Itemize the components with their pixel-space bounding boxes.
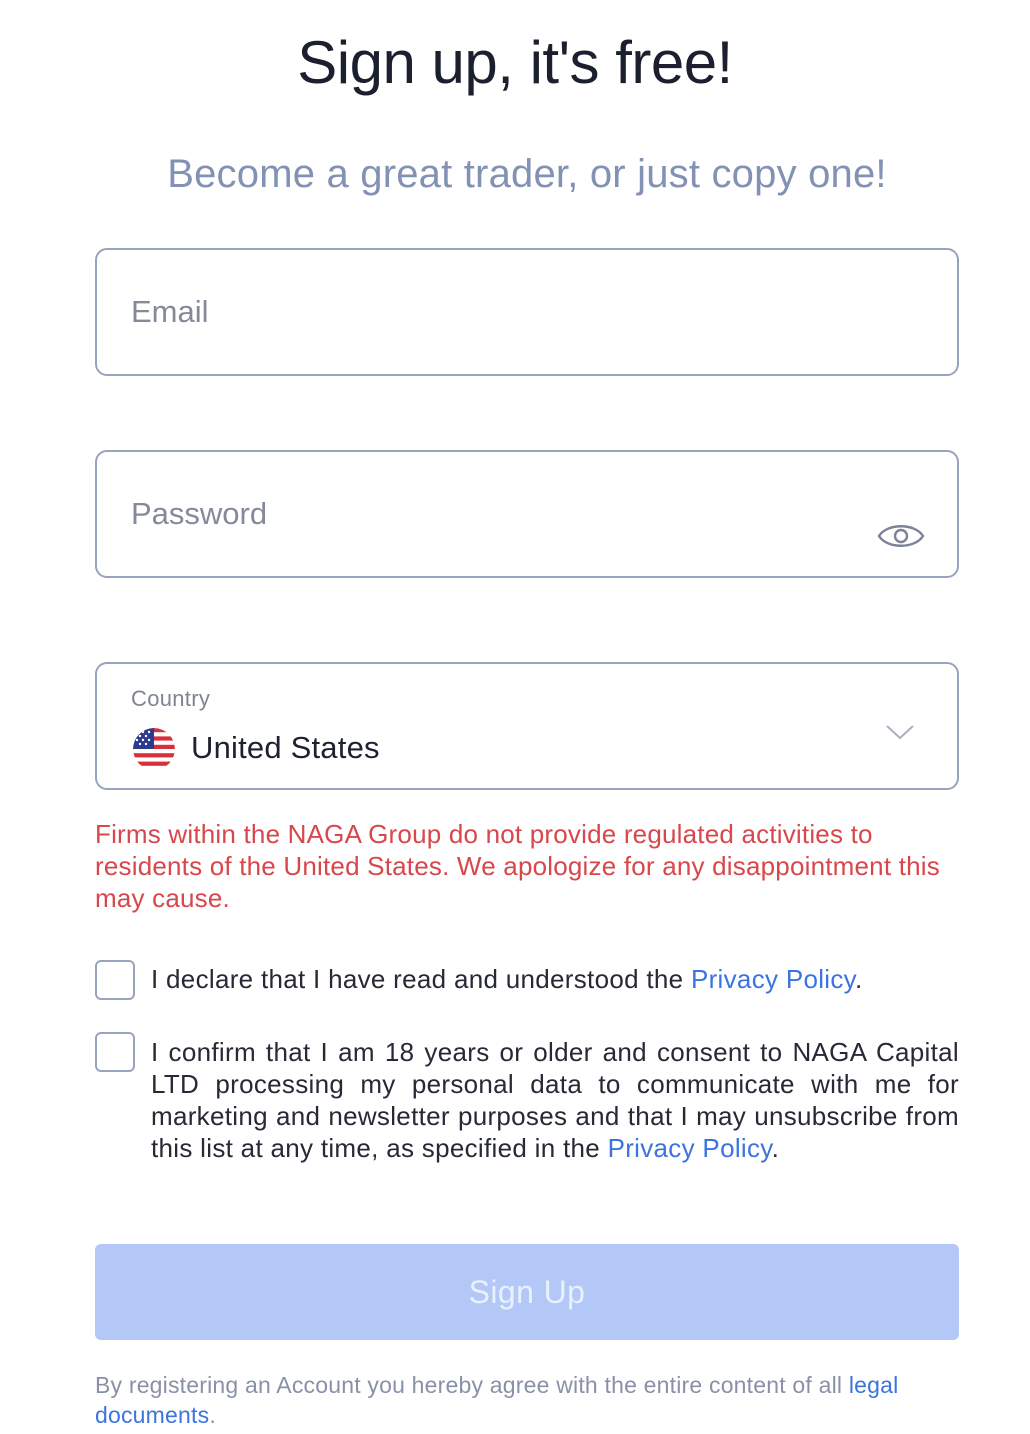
- eye-icon[interactable]: [877, 518, 925, 554]
- page-title: Sign up, it's free!: [297, 29, 733, 96]
- marketing-consent-text: I confirm that I am 18 years or older and consent to NAGA Capital LTD processing my personal data to communicate with me for marketing and newsletter purposes and that I may unsubscribe from this list at any time, as specified in the Privacy Policy.: [151, 1037, 959, 1163]
- privacy-declaration-text: I declare that I have read and understood the Privacy Policy.: [151, 964, 863, 994]
- email-field-container: [95, 248, 959, 376]
- chevron-down-icon[interactable]: [885, 722, 915, 742]
- country-label: Country: [131, 686, 211, 711]
- us-flag-icon: [133, 728, 175, 770]
- privacy-policy-link[interactable]: Privacy Policy: [690, 964, 856, 994]
- privacy-policy-checkbox[interactable]: [95, 960, 135, 1000]
- sign-up-button[interactable]: Sign Up: [95, 1244, 959, 1340]
- email-input[interactable]: [97, 250, 957, 374]
- legal-documents-link[interactable]: legal documents: [95, 1372, 899, 1428]
- marketing-consent-checkbox[interactable]: [95, 1032, 135, 1072]
- password-input[interactable]: [97, 452, 957, 576]
- country-select[interactable]: [95, 662, 959, 790]
- legal-notice: By registering an Account you hereby agree with the entire content of all legal documents.: [95, 1372, 899, 1428]
- country-value: United States: [191, 730, 380, 765]
- password-field-container: [95, 450, 959, 578]
- privacy-policy-link[interactable]: Privacy Policy: [607, 1133, 772, 1163]
- page-subtitle: Become a great trader, or just copy one!: [167, 152, 887, 196]
- country-error-message: Firms within the NAGA Group do not provide regulated activities to residents of the United States. We apologize for any disappointment this may cause.: [95, 819, 940, 913]
